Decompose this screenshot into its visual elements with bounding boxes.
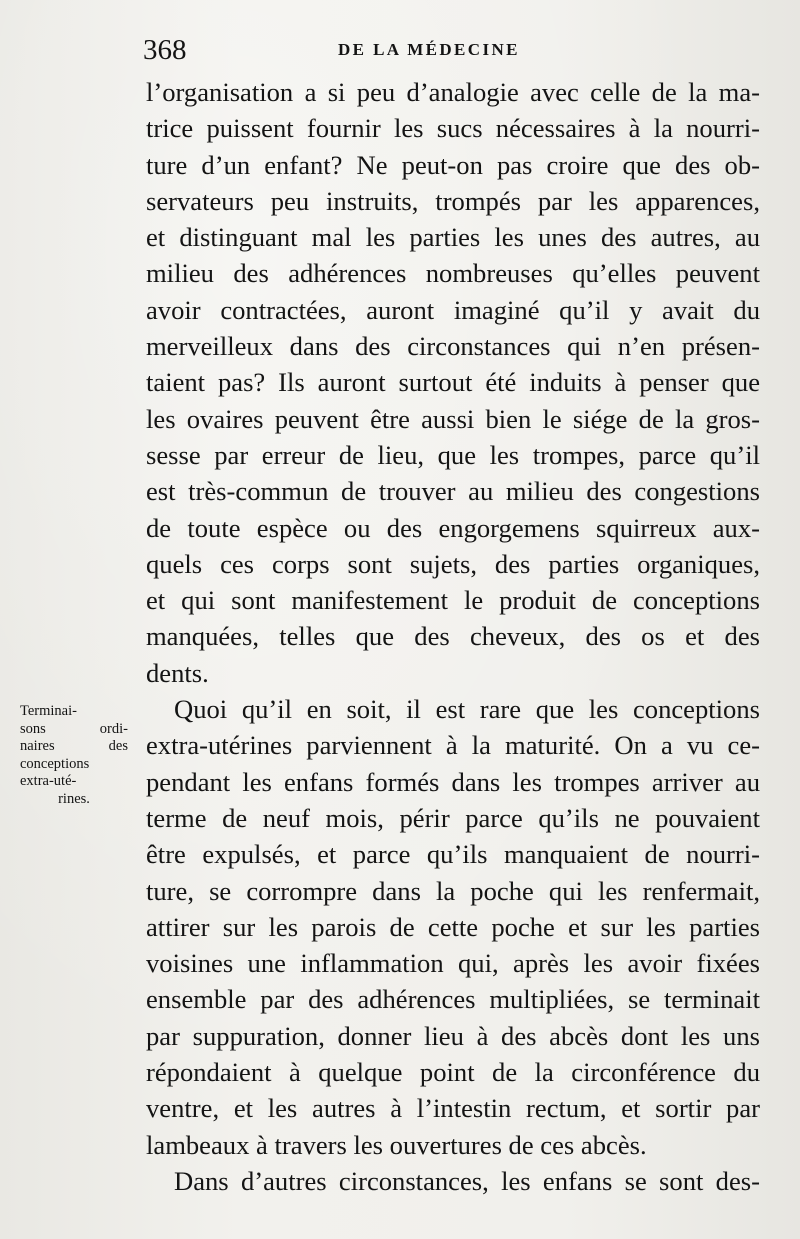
text-line: avoir contractées, auront imaginé qu’il y avait du (146, 294, 760, 325)
margin-note-line: sons ordi- (20, 720, 128, 737)
text-line: servateurs peu instruits, trompés par les apparences, (146, 185, 760, 216)
text-line: terme de neuf mois, périr parce qu’ils ne pouvaient (146, 802, 760, 833)
paragraph-start-line: Dans d’autres circonstances, les enfans se sont des- (174, 1165, 760, 1196)
text-line: est très-commun de trouver au milieu des congestions (146, 476, 760, 507)
text-line: être expulsés, et parce qu’ils manquaient de nourri- (146, 839, 760, 870)
text-line: manquées, telles que des cheveux, des os et des (146, 621, 760, 652)
text-line: attirer sur les parois de cette poche et sur les parties (146, 911, 760, 942)
text-line: ventre, et les autres à l’intestin rectum, et sortir par (146, 1093, 760, 1124)
text-line: pendant les enfans formés dans les trompes arriver au (146, 766, 760, 797)
text-line: et distinguant mal les parties les unes des autres, au (146, 222, 760, 253)
running-head: DE LA MÉDECINE (338, 40, 520, 59)
text-line: trice puissent fournir les sucs nécessaires à la nourri- (146, 113, 760, 144)
text-line: ensemble par des adhérences multipliées, se terminait (146, 984, 760, 1015)
text-line: dents. (146, 657, 209, 688)
text-line: et qui sont manifestement le produit de conceptions (146, 585, 760, 616)
text-line: quels ces corps sont sujets, des parties organiques, (146, 548, 760, 579)
page-number: 368 (143, 34, 187, 66)
text-line: taient pas? Ils auront surtout été induits à penser que (146, 367, 760, 398)
text-line: ture, se corrompre dans la poche qui les renfermait, (146, 875, 760, 906)
text-line: de toute espèce ou des engorgemens squirreux aux- (146, 512, 760, 543)
text-line: milieu des adhérences nombreuses qu’elles peuvent (146, 258, 760, 289)
text-line: par suppuration, donner lieu à des abcès dont les uns (146, 1020, 760, 1051)
margin-note-line: rines. (58, 790, 90, 807)
text-line: extra-utérines parviennent à la maturité. On a vu ce- (146, 730, 760, 761)
text-line: sesse par erreur de lieu, que les trompes, parce qu’il (146, 439, 760, 470)
text-line: merveilleux dans des circonstances qui n’en présen- (146, 331, 760, 362)
body-text (146, 74, 760, 1199)
marginal-note (20, 703, 128, 808)
margin-note-line: extra-uté- (20, 773, 77, 789)
margin-note-line: conceptions (20, 755, 90, 772)
text-line: voisines une inflammation qui, après les avoir fixées (146, 948, 760, 979)
margin-note-line: Terminai- (20, 703, 77, 719)
text-line: répondaient à quelque point de la circonférence du (146, 1057, 760, 1088)
text-line: les ovaires peuvent être aussi bien le siége de la gros- (146, 403, 760, 434)
text-line: l’organisation a si peu d’analogie avec celle de la ma- (146, 77, 760, 107)
text-line: lambeaux à travers les ouvertures de ces abcès. (146, 1129, 647, 1160)
margin-note-line: naires des (20, 738, 128, 754)
page-header (143, 32, 755, 68)
paragraph-start-line: Quoi qu’il en soit, il est rare que les conceptions (174, 694, 760, 725)
text-line: ture d’un enfant? Ne peut-on pas croire que des ob- (146, 149, 760, 180)
